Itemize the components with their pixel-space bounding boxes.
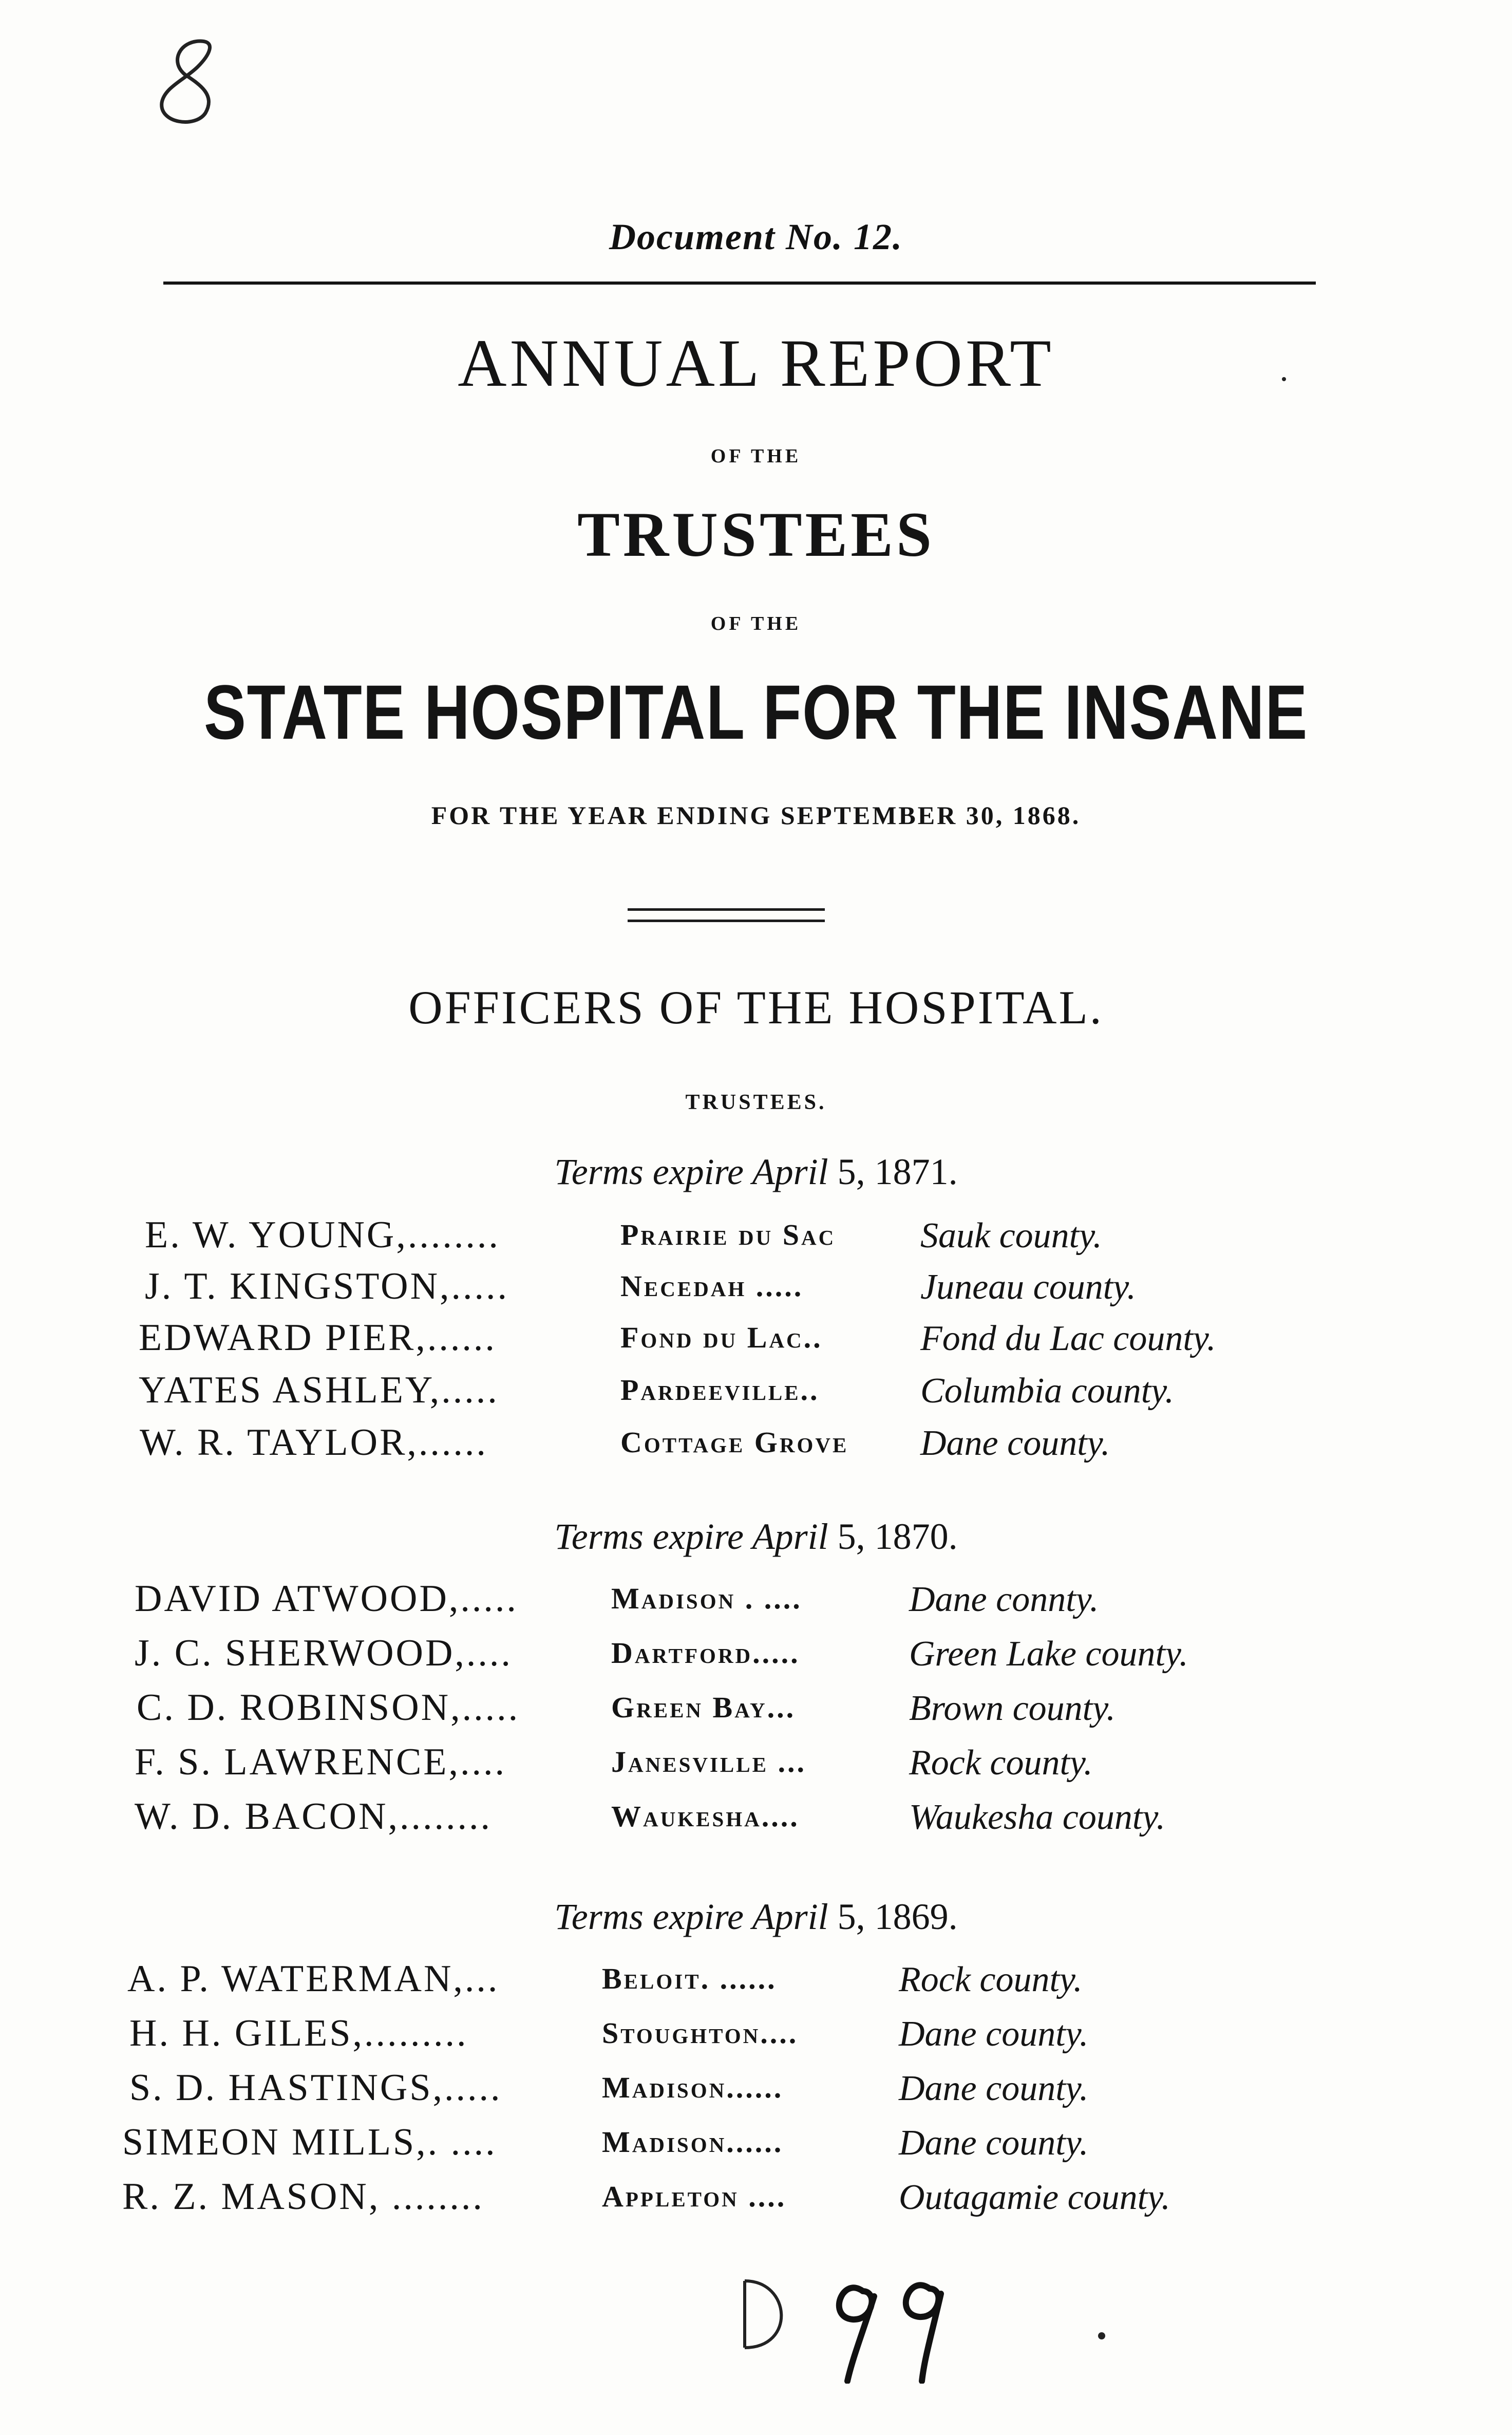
trustee-name: EDWARD PIER,......: [139, 1317, 497, 1359]
double-rule-bottom: [628, 920, 825, 922]
trustee-town: Green Bay...: [611, 1691, 796, 1724]
header-rule: [163, 282, 1316, 285]
trustee-town: Madison......: [602, 2125, 784, 2159]
trustee-town: Stoughton....: [602, 2016, 799, 2050]
trustee-row: [0, 1632, 1512, 1683]
trustee-name: R. Z. MASON, ........: [122, 2176, 484, 2218]
trustee-row: [0, 2066, 1512, 2118]
trustee-name: E. W. YOUNG,........: [145, 1214, 500, 1256]
term-label: Terms expire April: [554, 1896, 828, 1937]
trustee-town: Waukesha....: [611, 1800, 800, 1833]
trustee-town: Necedah .....: [620, 1269, 804, 1303]
trustee-town: Beloit. ......: [602, 1962, 777, 1995]
trustee-row: [0, 1316, 1512, 1368]
trustee-county: Dane county.: [920, 1423, 1110, 1463]
trustee-town: Pardeeville..: [620, 1373, 820, 1407]
trustee-county: Green Lake county.: [909, 1634, 1188, 1674]
trustee-town: Cottage Grove: [620, 1426, 849, 1459]
stray-dot: [1282, 377, 1286, 381]
title-state-hospital: STATE HOSPITAL FOR THE INSANE: [203, 669, 1309, 755]
trustee-county: Waukesha county.: [909, 1797, 1165, 1837]
trustee-name: H. H. GILES,.........: [129, 2012, 468, 2054]
term-heading-1870: [0, 1515, 1512, 1558]
trustee-county: Brown county.: [909, 1689, 1116, 1728]
trustee-county: Columbia county.: [920, 1371, 1174, 1411]
trustee-county: Rock county.: [899, 1960, 1083, 1999]
trustee-name: DAVID ATWOOD,.....: [135, 1578, 518, 1620]
trustee-town: Fond du Lac..: [620, 1321, 823, 1354]
stray-dot: [1098, 2332, 1105, 2339]
handwritten-code: [734, 2260, 1001, 2384]
trustee-county: Juneau county.: [920, 1267, 1136, 1307]
trustee-county: Dane county.: [899, 2014, 1089, 2054]
trustee-name: S. D. HASTINGS,.....: [129, 2067, 502, 2109]
trustee-row: [0, 2012, 1512, 2063]
trustee-county: Fond du Lac county.: [920, 1319, 1216, 1358]
trustee-row: [0, 1265, 1512, 1316]
trustee-row: [0, 1421, 1512, 1472]
title-year-ending: FOR THE YEAR ENDING SEPTEMBER 30, 1868.: [431, 801, 1081, 830]
trustee-name: W. D. BACON,........: [135, 1795, 493, 1838]
trustee-name: J. T. KINGSTON,.....: [145, 1265, 509, 1307]
trustee-name: SIMEON MILLS,. ....: [122, 2121, 497, 2163]
trustee-town: Madison......: [602, 2071, 784, 2104]
term-label: Terms expire April: [554, 1516, 828, 1557]
double-rule-top: [628, 908, 825, 911]
trustee-county: Outagamie county.: [899, 2178, 1170, 2217]
trustee-name: A. P. WATERMAN,...: [127, 1958, 500, 2000]
term-heading-1871: [0, 1151, 1512, 1193]
trustee-county: Dane connty.: [909, 1580, 1099, 1619]
trustee-town: Dartford.....: [611, 1636, 800, 1670]
trustee-row: [0, 2175, 1512, 2226]
trustee-town: Appleton ....: [602, 2180, 787, 2213]
document-number: Document No. 12.: [609, 216, 903, 257]
trustee-row: [0, 1686, 1512, 1737]
trustee-name: W. R. TAYLOR,......: [140, 1421, 488, 1464]
trustee-county: Dane county.: [899, 2069, 1089, 2108]
trustee-county: Rock county.: [909, 1743, 1093, 1783]
handwritten-mark: [149, 31, 231, 134]
term-label: Terms expire April: [554, 1151, 828, 1192]
trustee-name: C. D. ROBINSON,.....: [137, 1687, 520, 1729]
officers-heading: OFFICERS OF THE HOSPITAL.: [408, 981, 1104, 1034]
trustee-town: Madison . ....: [611, 1582, 802, 1615]
title-of-the-1: OF THE: [710, 445, 802, 467]
trustee-name: YATES ASHLEY,.....: [139, 1369, 499, 1411]
trustee-row: [0, 1369, 1512, 1420]
trustee-row: [0, 1795, 1512, 1846]
trustee-row: [0, 1577, 1512, 1628]
trustee-town: Prairie du Sac: [620, 1218, 836, 1251]
trustee-row: [0, 1740, 1512, 1792]
trustee-county: Sauk county.: [920, 1216, 1102, 1256]
term-date: 5, 1870.: [828, 1516, 958, 1557]
term-date: 5, 1869.: [828, 1896, 958, 1937]
title-annual-report: ANNUAL REPORT: [458, 325, 1054, 401]
trustee-row: [0, 1213, 1512, 1265]
trustees-subheading: TRUSTEES.: [685, 1091, 827, 1114]
term-date: 5, 1871.: [828, 1151, 958, 1192]
trustee-row: [0, 1957, 1512, 2009]
term-heading-1869: [0, 1896, 1512, 1938]
trustee-county: Dane county.: [899, 2123, 1089, 2163]
title-trustees: TRUSTEES: [577, 499, 935, 570]
trustee-name: F. S. LAWRENCE,....: [135, 1741, 507, 1783]
trustee-town: Janesville ...: [611, 1745, 806, 1778]
trustee-row: [0, 2121, 1512, 2172]
trustee-name: J. C. SHERWOOD,....: [135, 1632, 513, 1674]
title-of-the-2: OF THE: [710, 613, 802, 634]
